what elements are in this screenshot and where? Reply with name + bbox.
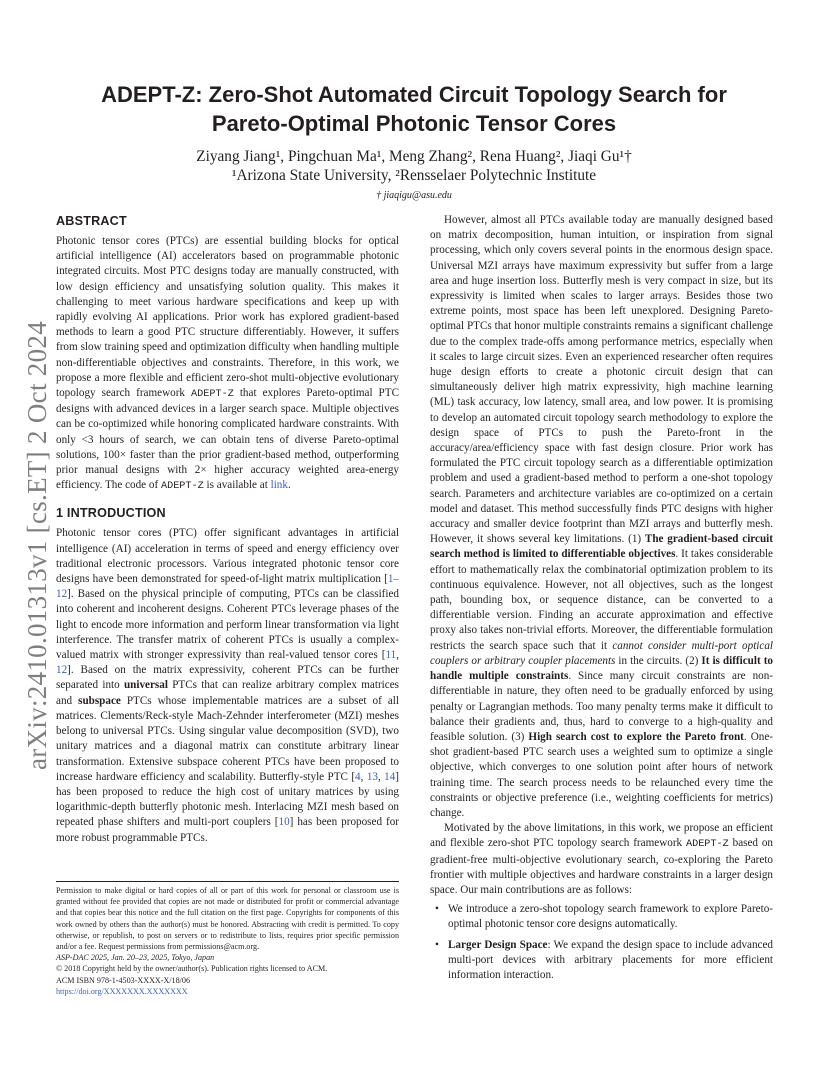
abstract-heading: ABSTRACT <box>56 214 127 228</box>
arxiv-identifier <box>18 310 58 780</box>
citation-link[interactable]: 1–12 <box>56 573 399 601</box>
permission-text: Permission to make digital or hard copies of all or part of this work for personal or classroom use is granted without fee provided that copies are not made or distributed for profit or commercial advantage and that copies bear this notice and the full citation on the first page. Copyrights for components of this work owned by others than the author(s) must be honored. Abstracting with credit is permitted. To copy otherwise, or republish, to post on servers or to redistribute to lists, requires prior specific permission and/or a fee. Request permissions from permissions@acm.org. <box>56 886 399 952</box>
contribution-item: • Larger Design Space: We expand the design space to include advanced multi-port devices with arbitrary placements for more efficient information interaction. <box>430 938 773 984</box>
citation-link[interactable]: 10 <box>278 816 290 829</box>
affiliations: ¹Arizona State University, ²Rensselaer Polytechnic Institute <box>231 167 597 184</box>
corresponding-email: † jiaqigu@asu.edu <box>376 190 452 201</box>
citation-link[interactable]: 4 <box>355 770 361 783</box>
left-column <box>56 213 399 846</box>
paper-title <box>60 80 768 138</box>
permission-footnote <box>56 881 399 997</box>
title-line-2: Pareto-Optimal Photonic Tensor Cores <box>211 111 617 136</box>
copyright-notice: © 2018 Copyright held by the owner/author(s). Publication rights licensed to ACM. <box>56 964 328 974</box>
bold-term: subspace <box>78 694 121 707</box>
contribution-list <box>430 902 773 983</box>
isbn: ACM ISBN 978-1-4503-XXXX-X/18/06 <box>56 975 190 985</box>
citation-link[interactable]: 14 <box>384 770 396 783</box>
bold-term: universal <box>123 679 168 692</box>
emphasis-text: cannot consider multi-port optical couplers or arbitrary coupler placements <box>430 639 773 667</box>
framework-name: ADEPT-Z <box>191 389 234 401</box>
right-column <box>430 213 773 988</box>
arxiv-id-text: arXiv:2410.01313v1 [cs.ET] 2 Oct 2024 <box>22 320 53 770</box>
title-line-1: ADEPT-Z: Zero-Shot Automated Circuit Topology Search for <box>101 82 727 107</box>
limitation-1: The gradient-based circuit search method is limited to differentiable objectives <box>430 533 773 561</box>
citation-link[interactable]: 13 <box>366 770 378 783</box>
contribution-paragraph: Motivated by the above limitations, in this work, we propose an efficient and flexible zero-shot PTC topology search framework ADEPT-Z based on gradient-free multi-objective evolutionary search, co-exploring the Pareto frontier with multiple objectives and hardware constraints in a larger design space. Our main contributions are as follows: <box>430 822 773 896</box>
bold-term: Larger Design Space <box>448 938 548 951</box>
limitation-3: High search cost to explore the Pareto front <box>528 730 744 743</box>
contribution-item: • We introduce a zero-shot topology search framework to explore Pareto-optimal photonic tensor core designs automatically. <box>430 902 773 932</box>
code-link[interactable]: link <box>270 479 288 492</box>
motivation-paragraph: However, almost all PTCs available today are manually designed based on matrix decomposition, human intuition, or inspiration from signal processing, which only covers several points in the enormous design space. Universal MZI arrays have maximum expressivity but suffer from a large area and huge insertion loss. Butterfly mesh is very compact in size, but its expressivity is limited when scales to larger arrays. Besides those two extreme points, most space has been left unexplored. Designing Pareto-optimal PTCs that honor multiple constraints remains a significant challenge due to the complex trade-offs among performance metrics, especially when it scales to large circuit sizes. Even an experienced researcher often requires huge design efforts to create a photonic circuit design that can simultaneously deliver high matrix expressivity, high machine learning (ML) task accuracy, low latency, small area, and low power. It is promising to develop an automated circuit topology search methodology to explore the design space of PTCs to push the Pareto-front in the accuracy/area/efficiency space with fast design closure. Prior work has formulated the PTC circuit topology search as a differentiable optimization problem and used a gradient-based method to perform a one-shot topology search. Parameters and architecture variables are co-optimized on a certain model and dataset. This method successfully finds PTC designs with higher accuracy and smaller device footprint than MZI arrays and butterfly mesh. However, it shows several key limitations. (1) The gradient-based circuit search method is limited to differentiable objectives. It takes considerable effort to mathematically relax the combinatorial optimization problem to its continuous equivalence. However, not all objectives, such as the longest path, bounding box, or sequence distance, can be converted to a differentiable version. Finding an accurate approximation and effective proxy also takes non-trivial efforts. Moreover, the differentiable formulation restricts the search space such that it cannot consider multi-port optical couplers or arbitrary coupler placements in the circuits. (2) It is difficult to handle multiple constraints. Since many circuit constraints are non-differentiable in nature, they often need to be gradually enforced by using penalty or Lagrangian methods. Too many penalty terms make it difficult to balance their gradients and, thus, hard to converge to a high-quality and feasible solution. (3) High search cost to explore the Pareto front. One-shot gradient-based PTC search uses a weighted sum to optimize a single objective, which converges to one solution point after hours of network training time. The search process needs to be relaunched every time the constraints or objective preference (i.e., weighting coefficients for metrics) change. <box>430 214 773 819</box>
citation-link[interactable]: 11 <box>385 649 397 662</box>
conference-info: ASP-DAC 2025, Jan. 20–23, 2025, Tokyo, Japan <box>56 953 215 963</box>
citation-link[interactable]: 12 <box>56 664 68 677</box>
framework-name: ADEPT-Z <box>160 481 204 493</box>
abstract-text: Photonic tensor cores (PTCs) are essential building blocks for optical artificial intelligence (AI) accelerators based on programmable photonic integrated circuits. Most PTC designs today are manually constructed, with low design efficiency and unsatisfying solution quality. This makes it challenging to meet various hardware specifications and keep up with rapidly evolving AI applications. Prior work has explored gradient-based methods to learn a good PTC structure differentiably. However, it suffers from slow training speed and optimization difficulty when handling multiple non-differentiable objectives and constraints. Therefore, in this work, we propose a more flexible and efficient zero-shot multi-objective evolutionary topology search framework ADEPT-Z that explores Pareto-optimal PTC designs with advanced devices in a larger search space. Multiple objectives can be co-optimized while honoring complicated hardware constraints. With only <3 hours of search, we can obtain tens of diverse Pareto-optimal solutions, 100× faster than the prior gradient-based method, outperforming prior manual designs with 2× higher accuracy weighted area-energy efficiency. The code of ADEPT-Z is available at link. <box>56 235 399 493</box>
author-block <box>60 147 768 185</box>
author-list: Ziyang Jiang¹, Pingchuan Ma¹, Meng Zhang², Rena Huang², Jiaqi Gu¹† <box>196 148 632 165</box>
introduction-heading: 1 INTRODUCTION <box>56 506 166 521</box>
introduction-paragraph: Photonic tensor cores (PTC) offer significant advantages in artificial intelligence (AI) acceleration in terms of speed and energy efficiency over traditional electronic processors. Various integrated photonic tensor core designs have been demonstrated for speed-of-light matrix multiplication [1–12]. Based on the physical principle of computing, PTCs can be classified into coherent and incoherent designs. Coherent PTCs leverage phases of the light to encode more information and perform linear transformation via light interference. The transfer matrix of coherent PTCs is usually a complex-valued matrix with stronger expressivity than real-valued tensor cores [11, 12]. Based on the matrix expressivity, coherent PTCs can be further separated into universal PTCs that can realize arbitrary complex matrices and subspace PTCs whose implementable matrices are a subset of all matrices. Clements/Reck-style Mach-Zehnder interferometer (MZI) meshes belong to universal PTCs. Using singular value decomposition (SVD), two unitary matrices and a diagonal matrix can constitute arbitrary linear transformation. Extensive subspace coherent PTCs have been proposed to increase hardware efficiency and scalability. Butterfly-style PTC [4, 13, 14] has been proposed to reduce the high cost of unitary matrices by using logarithmic-depth butterfly photonic mesh. Interlacing MZI mesh based on repeated phase shifters and multi-port couplers [10] has been proposed for more robust programmable PTCs. <box>56 527 399 844</box>
doi-link[interactable]: https://doi.org/XXXXXXX.XXXXXXX <box>56 986 188 996</box>
footnote-divider <box>56 881 399 882</box>
framework-name: ADEPT-Z <box>685 839 729 851</box>
limitation-2: It is difficult to handle multiple constraints <box>430 654 773 683</box>
